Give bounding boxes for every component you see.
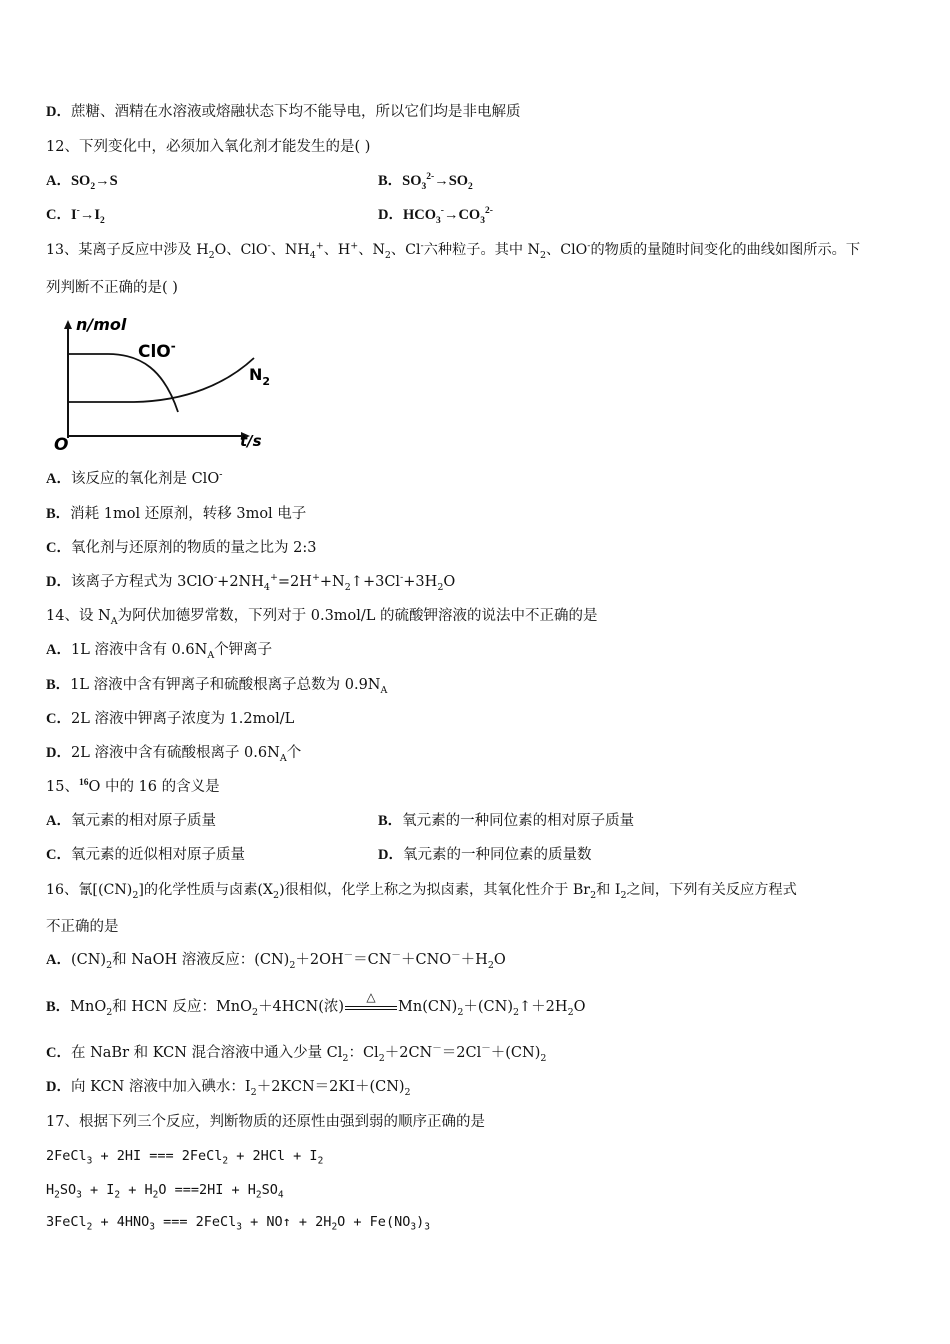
- q15-option-b: B．氧元素的一种同位素的相对原子质量: [378, 813, 635, 829]
- q16-option-c: C．在 NaBr 和 KCN 混合溶液中通入少量 $Cl_2$：$Cl_2+2CN^-=2Cl^-+(CN)_2$: [46, 1043, 547, 1064]
- q16-option-a: A．$(CN)_2$和 NaOH 溶液反应：$(CN)_2+2OH^-=CN^-+CNO^-+H_2O$: [46, 950, 506, 971]
- q13-option-d: D．该离子方程式为 $3ClO^-+2NH_4^+=2H^++N_2↑+3Cl^-+3H_2O$: [46, 572, 456, 593]
- q15-option-a: A．氧元素的相对原子质量: [46, 813, 216, 829]
- q12-options-cd: [46, 205, 493, 226]
- n2-label: $N_2$: [249, 365, 271, 388]
- q13-graph: [46, 312, 286, 460]
- option-label: D．: [46, 104, 71, 120]
- q16-stem-line2: 不正确的是: [46, 919, 119, 935]
- q17-reaction-3: 3FeCl$_2$ + $4HNO_3$ === 2FeCl$_3$ + NO↑ + $2H_2O + Fe(NO_3)_3$: [46, 1214, 430, 1233]
- q12-option-b: B．$SO_3^{2-}\to SO_2$: [378, 172, 473, 192]
- q13-option-c: C．氧化剂与还原剂的物质的量之比为 2:3: [46, 540, 317, 556]
- q15-options-ab: [46, 811, 635, 831]
- q13-stem-line2: 列判断不正确的是( ): [46, 280, 178, 296]
- y-axis-label: n/mol: [76, 315, 127, 334]
- q14-option-a: A．1L 溶液中含有 $0.6N_A$个钾离子: [46, 642, 273, 661]
- q16-option-d: D．向 KCN 溶液中加入碘水：$I_2+2KCN=2KI+(CN)_2$: [46, 1079, 411, 1098]
- q12-stem: 12、下列变化中，必须加入氧化剂才能发生的是( ): [46, 139, 371, 155]
- q12-option-c: C．$I^-\to I_2$: [46, 206, 105, 226]
- clo-label: ClO-: [138, 339, 176, 362]
- q12-option-d: D．$HCO_3^-\to CO_3^{2-}$: [378, 206, 493, 226]
- q17-reaction-2: $H_2SO_3 + I_2 + H_2O ===2HI + H_2SO_4$: [46, 1182, 284, 1201]
- q14-option-d: D．2L 溶液中含有硫酸根离子 $0.6N_A$个: [46, 745, 302, 764]
- option-text: 蔗糖、酒精在水溶液或熔融状态下均不能导电，所以它们均是非电解质: [70, 104, 521, 120]
- n2-curve: [68, 358, 254, 402]
- y-axis-arrow: [64, 320, 72, 329]
- heating-condition-sign: [345, 990, 397, 1017]
- q15-option-d: D．氧元素的一种同位素的质量数: [378, 847, 592, 863]
- q15-stem: 15、$^{16}$O 中的 16 的含义是: [46, 778, 220, 795]
- q11-option-d: [46, 102, 520, 122]
- q12-options-ab: [46, 171, 473, 192]
- clo-curve: [68, 354, 178, 412]
- q15-option-c: C．氧元素的近似相对原子质量: [46, 847, 245, 863]
- q13-stem-line1: 13、某离子反应中涉及 $H_2O$、ClO-、$NH_4^+$、H+、$N_2$、Cl-六种粒子。其中 $N_2$、ClO-的物质的量随时间变化的曲线如图所示。下: [46, 240, 861, 261]
- q16-option-b: B．MnO$_2$和 HCN 反应：MnO$_2$＋4HCN(浓) △ $Mn(CN)_2+(CN)_2↑+2H_2O$: [46, 997, 586, 1017]
- origin-label: O: [54, 435, 69, 455]
- x-axis-label: t/s: [240, 432, 262, 450]
- q15-options-cd: [46, 845, 592, 865]
- q14-option-c: C．2L 溶液中钾离子浓度为 1.2mol/L: [46, 711, 295, 727]
- q14-option-b: B．1L 溶液中含有钾离子和硫酸根离子总数为 $0.9N_A$: [46, 677, 388, 696]
- q16-stem-line1: 16、氰$[(CN)_2]$的化学性质与卤素$(X_2)$很相似，化学上称之为拟卤素，其氧化性介于 $Br_2$和 $I_2$之间，下列有关反应方程式: [46, 882, 797, 901]
- q17-stem: 17、根据下列三个反应，判断物质的还原性由强到弱的顺序正确的是: [46, 1114, 485, 1130]
- q13-option-a: A．该反应的氧化剂是 ClO-: [46, 470, 223, 487]
- delta-icon: △: [366, 990, 376, 1004]
- q12-option-a: A．$SO_2\to S$: [46, 173, 118, 192]
- q14-stem: 14、设 $N_A$为阿伏加德罗常数，下列对于 0.3mol/L 的硫酸钾溶液的说法中不正确的是: [46, 608, 598, 627]
- q13-option-b: B．消耗 1mol 还原剂，转移 3mol 电子: [46, 506, 307, 522]
- q17-reaction-1: 2FeCl$_3$ + 2HI === 2FeCl$_2$ + $2HCl + I_2$: [46, 1148, 324, 1167]
